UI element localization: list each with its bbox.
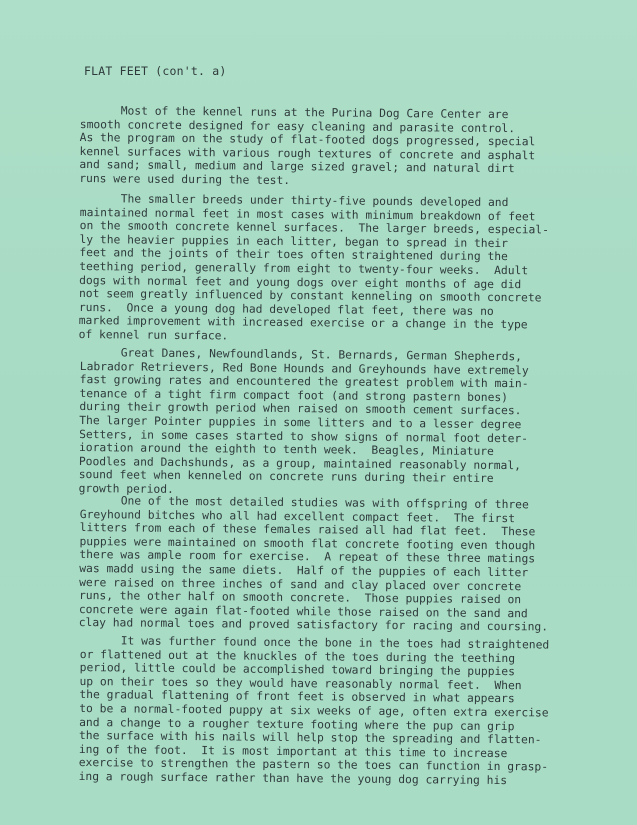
paragraph-smaller-breeds: The smaller breeds under thirty-five pounds developed and maintained normal feet in most cases with minimum breakdown of feet on the smooth concrete kennel surfaces. The larger breeds, especial- ly the heavier puppies in each litter, began to spread in their feet and the joints of their toes often straightened during the teething period, generally from eight to twenty-four weeks. Adult dogs with normal feet and young dogs over eight months of age did not seem greatly influenced by constant kenneling on smooth concrete runs. Once a young dog had developed flat feet, there was no marked improvement with increased exercise or a change in the type of kennel run surface.	[78, 192, 550, 343]
paragraph-greyhound-study: One of the most detailed studies was with offspring of three Greyhound bitches who all had excellent compact feet. The first litters from each of these females raised all had flat feet. These puppies were maintained on smooth flat concrete footing even though there was ample room for exercise. A repeat of these three matings was madd using the same diets. Half of the puppies of each litter were raised on three inches of sand and clay placed over concrete runs, the other half on smooth concrete. Those puppies raised on concrete were again flat-footed while those raised on the sand and clay had normal toes and proved satisfactory for racing and coursing.	[78, 494, 549, 634]
paragraph-teething-period: It was further found once the bone in the toes had straightened or flattened out at the knuckles of the toes during the teething period, little could be accomplished toward bringing the puppies up on their toes so they would have reasonably normal feet. When the gradual flattening of front feet is observed in what appears to be a normal-footed puppy at six weeks of age, often extra exercise and a change to a rougher texture footing where the pup can grip the surface with his nails will help stop the spreading and flatten- ing of the foot. It is most important at this time to increase exercise to strengthen the pastern so the toes can function in grasp- ing a rough surface rather than have the young dog carrying his	[78, 634, 550, 788]
page-heading: FLAT FEET (con't. a)	[84, 64, 227, 78]
paragraph-large-breeds: Great Danes, Newfoundlands, St. Bernards, German Shepherds, Labrador Retrievers, Red Bone Hounds and Greyhounds have extremely fast growing rates and encountered the greatest problem with main- tenance of a tight firm compact foot (and strong pastern bones) during their growth period when raised on smooth cement surfaces. The larger Pointer puppies in some litters and to a lesser degree Setters, in some cases started to show signs of normal foot deter- ioration around the eighth to tenth week. Beagles, Miniature Poodles and Dachshunds, as a group, maintained reasonably normal, sound feet when kenneled on concrete runs during their entire growth period.	[78, 346, 529, 496]
paragraph-kennel-runs: Most of the kennel runs at the Purina Dog Care Center are smooth concrete designed for easy cleaning and parasite control. As the program on the study of flat-footed dogs progressed, special kennel surfaces with various rough textures of concrete and asphalt and sand; small, medium and large sized gravel; and natural dirt runs were used during the test.	[79, 104, 536, 187]
